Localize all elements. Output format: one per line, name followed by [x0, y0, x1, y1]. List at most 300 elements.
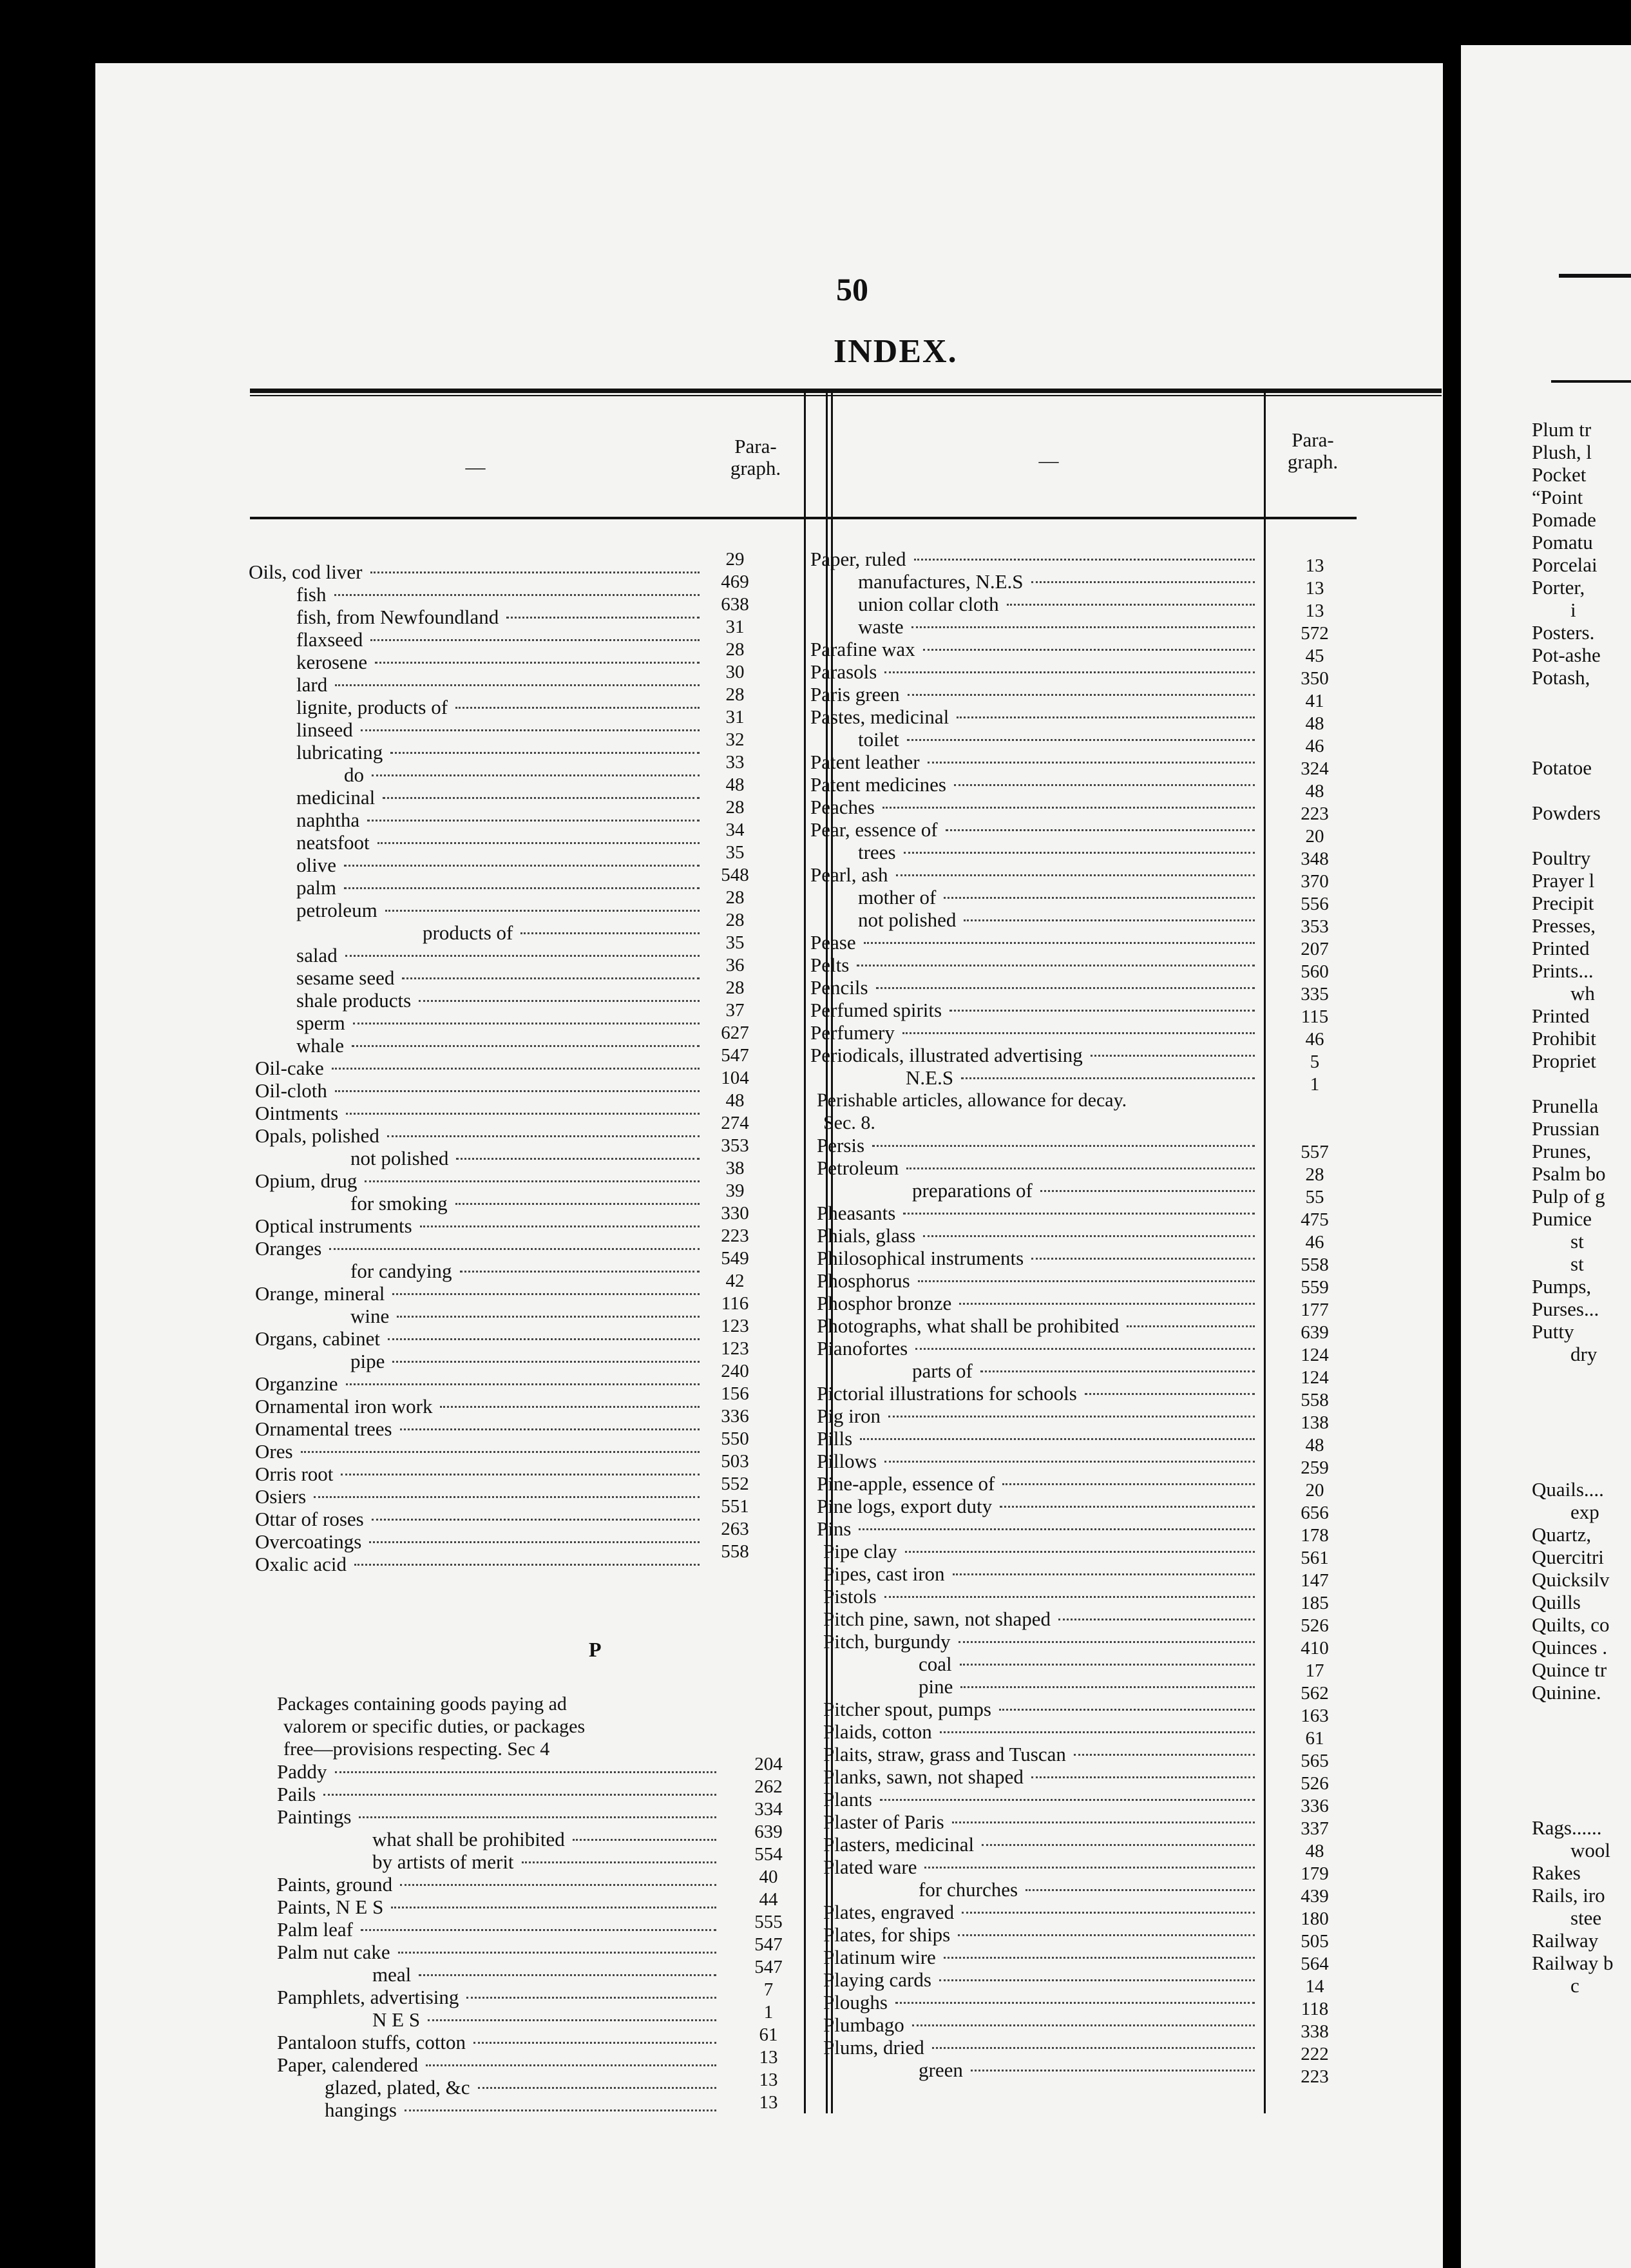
index-entry: [823, 1541, 1255, 1562]
paragraph-number: 163: [1301, 1706, 1329, 1726]
next-page-entry: Plum tr: [1532, 418, 1592, 441]
entry-text: Opium, drug: [255, 1169, 358, 1192]
paragraph-number: 550: [721, 1428, 749, 1449]
next-page-entry: Plush, l: [1532, 441, 1592, 463]
dot-leader: [923, 649, 1255, 651]
index-entry: [249, 787, 700, 809]
paragraph-number: 627: [721, 1023, 749, 1043]
dot-leader: [372, 1519, 700, 1521]
dot-leader: [400, 1884, 716, 1886]
dot-leader: [962, 1912, 1255, 1914]
paragraph-number: 547: [754, 1934, 783, 1955]
dot-leader: [895, 2002, 1255, 2004]
entry-text: Plated ware: [823, 1856, 917, 1878]
next-page-entry: Quails....: [1532, 1478, 1604, 1501]
entry-text: Paintings: [277, 1805, 352, 1828]
index-entry: [810, 729, 1255, 751]
index-entry: [823, 1698, 1255, 1720]
next-page-entry: Prussian: [1532, 1117, 1600, 1140]
dot-leader: [390, 752, 700, 754]
index-entry: [817, 1450, 1255, 1472]
index-entry: [817, 1180, 1255, 1202]
paragraph-number: 13: [759, 2092, 778, 2113]
next-page-entry: Prints...: [1532, 959, 1594, 982]
paragraph-number: 39: [725, 1180, 745, 1201]
index-entry: [255, 1463, 700, 1485]
next-page-entry: wh: [1570, 982, 1595, 1004]
paragraph-number: 353: [1301, 916, 1329, 937]
next-page-entry: Prayer l: [1532, 869, 1595, 892]
dot-leader: [940, 1731, 1255, 1733]
paragraph-number: 28: [725, 684, 745, 705]
entry-text: by artists of merit: [372, 1850, 514, 1873]
index-entry: [817, 1495, 1255, 1517]
dot-leader: [964, 919, 1255, 921]
entry-text: Pills: [817, 1427, 853, 1450]
dot-leader: [426, 2064, 716, 2066]
index-entry: [810, 819, 1255, 841]
entry-text: union collar cloth: [858, 593, 999, 615]
dot-leader: [383, 797, 700, 799]
column-divider-right: [1264, 393, 1266, 2113]
entry-text: Perfumed spirits: [810, 999, 942, 1021]
next-page-entry: Posters.: [1532, 621, 1595, 644]
dot-leader: [332, 1068, 700, 1070]
index-entry: [249, 584, 700, 606]
paragraph-number: 556: [1301, 894, 1329, 914]
index-entry: [817, 1135, 1255, 1157]
entry-text: Plumbago: [823, 2013, 904, 2036]
entry-text: Pearl, ash: [810, 863, 888, 886]
entry-text: Planks, sawn, not shaped: [823, 1765, 1024, 1788]
paragraph-number: 29: [725, 549, 745, 570]
entry-text: Pistols: [823, 1585, 877, 1608]
next-page-entry: Quince tr: [1532, 1658, 1607, 1681]
paragraph-number: 337: [1301, 1818, 1329, 1839]
paragraph-line: valorem or specific duties, or packages: [283, 1716, 586, 1737]
entry-text: Parafine wax: [810, 638, 915, 660]
paragraph-number: 123: [721, 1338, 749, 1359]
next-page-entry: Powders: [1532, 802, 1601, 824]
next-page-entry: Pumps,: [1532, 1275, 1592, 1298]
dot-leader: [859, 1528, 1255, 1530]
page-number: 50: [836, 271, 868, 307]
entry-text: hangings: [325, 2099, 397, 2121]
paragraph-number: 48: [1305, 713, 1324, 734]
paragraph-number: 28: [1305, 1164, 1324, 1185]
entry-text: glazed, plated, &c: [325, 2076, 470, 2099]
entry-text: kerosene: [296, 651, 368, 673]
entry-text: Organzine: [255, 1372, 338, 1395]
next-page-entry: Pomade: [1532, 508, 1596, 531]
entry-text: for smoking: [350, 1192, 448, 1215]
dot-leader: [466, 1997, 716, 1999]
entry-text: Patent leather: [810, 751, 920, 773]
index-entry: [255, 1305, 700, 1327]
dot-leader: [375, 662, 700, 664]
entry-text: Orris root: [255, 1463, 334, 1485]
entry-text: fish, from Newfoundland: [296, 606, 499, 628]
entry-text: olive: [296, 854, 336, 876]
paragraph-number: 274: [721, 1113, 749, 1133]
dot-leader: [391, 1907, 716, 1908]
entry-text: Osiers: [255, 1485, 307, 1508]
index-entry: [810, 1044, 1255, 1066]
index-entry: [817, 1518, 1255, 1540]
entry-text: toilet: [858, 728, 899, 751]
index-entry: [823, 1766, 1255, 1788]
next-page-top-rule: [1559, 274, 1631, 278]
dot-leader: [864, 942, 1255, 944]
paragraph-number: 35: [725, 932, 745, 953]
paragraph-number: 179: [1301, 1863, 1329, 1884]
entry-text: Phials, glass: [817, 1224, 916, 1247]
next-page-entry: Quercitri: [1532, 1546, 1604, 1568]
index-entry: [249, 899, 700, 921]
paragraph-number: 46: [1305, 736, 1324, 756]
index-entry: [810, 1022, 1255, 1044]
entry-text: linseed: [296, 718, 353, 741]
entry-text: Pins: [817, 1517, 852, 1540]
dot-leader: [915, 1348, 1255, 1350]
paragraph-number: 562: [1301, 1683, 1329, 1704]
entry-text: Oil-cake: [255, 1057, 324, 1079]
dot-leader: [428, 2019, 716, 2021]
dot-leader: [346, 1113, 700, 1115]
entry-text: Optical instruments: [255, 1215, 412, 1237]
entry-text: whale: [296, 1034, 345, 1057]
paragraph-number: 204: [754, 1754, 783, 1774]
paragraph-number: 559: [1301, 1277, 1329, 1298]
dot-leader: [372, 774, 700, 776]
index-entry: [823, 1834, 1255, 1856]
entry-text: palm: [296, 876, 336, 899]
dot-leader: [903, 1213, 1255, 1215]
header-rule: [250, 517, 1357, 519]
paragraph-number: 549: [721, 1248, 749, 1269]
entry-text: trees: [858, 841, 896, 863]
index-entry: [249, 990, 700, 1012]
index-entry: [810, 864, 1255, 886]
paragraph-number: 28: [725, 797, 745, 818]
index-entry: [277, 1986, 716, 2008]
entry-text: Plates, for ships: [823, 1923, 951, 1946]
next-page-entry: Quicksilv: [1532, 1568, 1610, 1591]
entry-text: Opals, polished: [255, 1124, 379, 1147]
index-entry: [255, 1441, 700, 1463]
index-entry: [823, 1924, 1255, 1946]
index-entry: [249, 832, 700, 854]
index-entry: [810, 999, 1255, 1021]
next-page-entry: Pumice: [1532, 1207, 1592, 1230]
index-entry: [277, 1851, 716, 1873]
entry-text: not polished: [350, 1147, 449, 1169]
paragraph-number: 335: [1301, 984, 1329, 1004]
index-entry: [277, 2099, 716, 2121]
dot-leader: [400, 1428, 700, 1430]
entry-text: Plaits, straw, grass and Tuscan: [823, 1743, 1066, 1765]
index-entry: [823, 1631, 1255, 1653]
entry-text: Phosphor bronze: [817, 1292, 952, 1314]
paragraph-number: 547: [754, 1957, 783, 1977]
paragraph-number: 5: [1310, 1052, 1320, 1072]
dot-leader: [918, 1280, 1255, 1282]
dot-leader: [419, 1000, 700, 1002]
paragraph-number: 410: [1301, 1638, 1329, 1658]
dot-leader: [335, 1090, 700, 1092]
entry-text: Playing cards: [823, 1968, 931, 1991]
paragraph-number: 123: [721, 1316, 749, 1336]
paragraph-number: 31: [725, 707, 745, 727]
dot-leader: [944, 1957, 1255, 1959]
entry-text: flaxseed: [296, 628, 363, 651]
entry-text: preparations of: [912, 1179, 1033, 1202]
dot-leader: [370, 639, 700, 641]
index-entry: [823, 1946, 1255, 1968]
dot-leader: [959, 1641, 1255, 1643]
dot-leader: [960, 1686, 1255, 1688]
dot-leader: [398, 1952, 716, 1954]
paragraph-number: 178: [1301, 1525, 1329, 1546]
index-entry: [810, 661, 1255, 683]
page-title: INDEX.: [834, 333, 958, 370]
entry-text: Oils, cod liver: [249, 561, 363, 583]
next-page-entry: Railway: [1532, 1929, 1599, 1952]
entry-text: Paris green: [810, 683, 900, 706]
next-page-entry: Prohibit: [1532, 1027, 1596, 1050]
paragraph-number: 45: [1305, 646, 1324, 666]
entry-text: N.E.S: [906, 1066, 954, 1089]
paragraph-number: 558: [1301, 1254, 1329, 1275]
next-page-entry: Pomatu: [1532, 531, 1593, 553]
dot-leader: [419, 1974, 716, 1976]
next-page-entry: i: [1570, 599, 1576, 621]
paragraph-number: 639: [754, 1821, 783, 1842]
next-page-entry: Rails, iro: [1532, 1884, 1605, 1907]
index-entry: [823, 1721, 1255, 1743]
entry-text: Ornamental iron work: [255, 1395, 433, 1418]
entry-text: for candying: [350, 1260, 452, 1282]
paragraph-number: 638: [721, 594, 749, 615]
entry-text: lard: [296, 673, 328, 696]
paragraph-number: 48: [725, 1090, 745, 1111]
paragraph-number: 115: [1301, 1006, 1329, 1027]
entry-text: for churches: [919, 1878, 1018, 1901]
next-page-entry: Prunes,: [1532, 1140, 1592, 1162]
next-page-entry: “Point: [1532, 486, 1583, 508]
dot-leader: [884, 1596, 1255, 1598]
entry-text: what shall be prohibited: [372, 1828, 565, 1850]
index-entry: [810, 796, 1255, 818]
index-entry: [249, 561, 700, 583]
left-header-para-1: Para-: [734, 435, 777, 457]
dot-leader: [455, 707, 700, 709]
next-page-entry: wool: [1570, 1839, 1610, 1861]
entry-text: Oil-cloth: [255, 1079, 327, 1102]
dot-leader: [377, 842, 700, 844]
dot-leader: [953, 1573, 1255, 1575]
index-entry: [249, 967, 700, 989]
paragraph-number: 555: [754, 1912, 783, 1932]
paragraph-number: 503: [721, 1451, 749, 1472]
dot-leader: [1031, 1776, 1255, 1778]
entry-text: Plaster of Paris: [823, 1811, 944, 1833]
index-entry: [277, 1874, 716, 1896]
dot-leader: [1091, 1055, 1255, 1057]
entry-text: Pianofortes: [817, 1337, 908, 1360]
dot-leader: [361, 1929, 716, 1931]
entry-text: manufactures, N.E.S: [858, 570, 1024, 593]
index-entry: [255, 1508, 700, 1530]
paragraph-number: 330: [721, 1203, 749, 1224]
next-page-entry: Pocket: [1532, 463, 1587, 486]
dot-leader: [392, 1293, 700, 1295]
dot-leader: [1002, 1483, 1255, 1485]
dot-leader: [335, 1771, 717, 1773]
index-entry: [277, 2077, 716, 2099]
entry-text: Persis: [817, 1134, 865, 1157]
top-rule-thick: [250, 389, 1442, 393]
next-page-entry: Quinces .: [1532, 1636, 1608, 1658]
next-page-entry: Railway b: [1532, 1952, 1614, 1974]
entry-text: Pine logs, export duty: [817, 1495, 993, 1517]
next-page-entry: Quinine.: [1532, 1681, 1601, 1704]
index-entry: [255, 1373, 700, 1395]
index-entry: [249, 877, 700, 899]
dot-leader: [1085, 1393, 1255, 1395]
index-entry: [810, 548, 1255, 570]
dot-leader: [952, 1821, 1255, 1823]
dot-leader: [857, 965, 1255, 966]
dot-leader: [392, 1361, 700, 1363]
next-page-entry: Pot-ashe: [1532, 644, 1601, 666]
next-page-entry: Presses,: [1532, 914, 1596, 937]
paragraph-number: 46: [1305, 1232, 1324, 1253]
entry-text: Pitcher spout, pumps: [823, 1698, 991, 1720]
dot-leader: [905, 1551, 1255, 1553]
index-entry: [249, 922, 700, 944]
entry-text: Ottar of roses: [255, 1508, 364, 1530]
top-rule-thin: [250, 395, 1442, 396]
next-page-entry: Printed: [1532, 937, 1590, 959]
paragraph-number: 551: [721, 1496, 749, 1517]
index-entry: [817, 1428, 1255, 1450]
entry-text: Plums, dried: [823, 2036, 924, 2059]
dot-leader: [980, 1370, 1255, 1372]
entry-text: Pipes, cast iron: [823, 1562, 945, 1585]
paragraph-number: 124: [1301, 1367, 1329, 1388]
entry-text: parts of: [912, 1360, 973, 1382]
paragraph-number: 336: [1301, 1796, 1329, 1816]
paragraph-number: 36: [725, 955, 745, 975]
entry-text: coal: [919, 1653, 952, 1675]
next-page-entry: st: [1570, 1253, 1584, 1275]
entry-text: naphtha: [296, 809, 360, 831]
next-page-entry: Printed: [1532, 1004, 1590, 1027]
index-entry: [810, 593, 1255, 615]
index-entry: [255, 1486, 700, 1508]
dot-leader: [420, 1225, 700, 1227]
entry-text: Ores: [255, 1440, 293, 1463]
paragraph-number: 180: [1301, 1908, 1329, 1929]
dot-leader: [1040, 1190, 1255, 1192]
dot-leader: [405, 2109, 716, 2111]
index-entry: [249, 854, 700, 876]
index-entry: [249, 606, 700, 628]
paragraph-number: 28: [725, 910, 745, 930]
dot-leader: [914, 559, 1255, 561]
entry-text: Oxalic acid: [255, 1553, 347, 1575]
entry-text: mother of: [858, 886, 937, 908]
entry-text: Pails: [277, 1783, 316, 1805]
dot-leader: [957, 716, 1255, 718]
index-entry: [277, 1919, 716, 1941]
entry-text: Pictorial illustrations for schools: [817, 1382, 1077, 1405]
entry-text: Overcoatings: [255, 1530, 362, 1553]
index-entry: [817, 1405, 1255, 1427]
entry-text: Parasols: [810, 660, 877, 683]
index-entry: [810, 616, 1255, 638]
next-page-entry: Rakes: [1532, 1861, 1581, 1884]
next-page-entry: Porcelai: [1532, 553, 1598, 576]
index-entry: [817, 1293, 1255, 1314]
index-entry: [810, 751, 1255, 773]
index-entry: [810, 954, 1255, 976]
entry-text: not polished: [858, 908, 957, 931]
dot-leader: [341, 1474, 700, 1475]
dot-leader: [939, 1979, 1255, 1981]
paragraph-number: 14: [1305, 1976, 1324, 1997]
index-entry: [255, 1283, 700, 1305]
paragraph-number: 475: [1301, 1209, 1329, 1230]
index-entry: [817, 1157, 1255, 1179]
paragraph-number: 20: [1305, 1480, 1324, 1501]
paragraph-number: 336: [721, 1406, 749, 1427]
entry-text: Pease: [810, 931, 856, 954]
entry-text: Pantaloon stuffs, cotton: [277, 2031, 466, 2053]
paragraph-number: 33: [725, 752, 745, 773]
index-entry: [823, 1901, 1255, 1923]
paragraph-number: 116: [721, 1293, 749, 1314]
next-page-entry: st: [1570, 1230, 1584, 1253]
paragraph-number: 554: [754, 1844, 783, 1865]
paragraph-number: 42: [725, 1271, 745, 1291]
dot-leader: [958, 1934, 1255, 1936]
index-entry: [817, 1225, 1255, 1247]
index-entry: [810, 887, 1255, 908]
paragraph-number: 353: [721, 1135, 749, 1156]
paragraph-number: 223: [721, 1225, 749, 1246]
paragraph-number: 565: [1301, 1751, 1329, 1771]
entry-text: Pamphlets, advertising: [277, 1986, 459, 2008]
index-entry: [823, 2014, 1255, 2036]
entry-text: Orange, mineral: [255, 1282, 385, 1305]
paragraph-number: 561: [1301, 1548, 1329, 1568]
paragraph-number: 350: [1301, 668, 1329, 689]
paragraph-number: 547: [721, 1045, 749, 1066]
paragraph-line: free—provisions respecting. Sec 4: [283, 1738, 550, 1760]
dot-leader: [880, 1799, 1255, 1801]
paragraph-number: 370: [1301, 871, 1329, 892]
dot-leader: [884, 1461, 1255, 1463]
index-entry: [823, 1789, 1255, 1811]
index-entry: [255, 1531, 700, 1553]
entry-text: Photographs, what shall be prohibited: [817, 1314, 1120, 1337]
paragraph-number: 48: [1305, 1435, 1324, 1456]
index-entry: [255, 1350, 700, 1372]
right-header-dash: —: [1038, 449, 1059, 472]
next-page-entry: Prunella: [1532, 1095, 1599, 1117]
